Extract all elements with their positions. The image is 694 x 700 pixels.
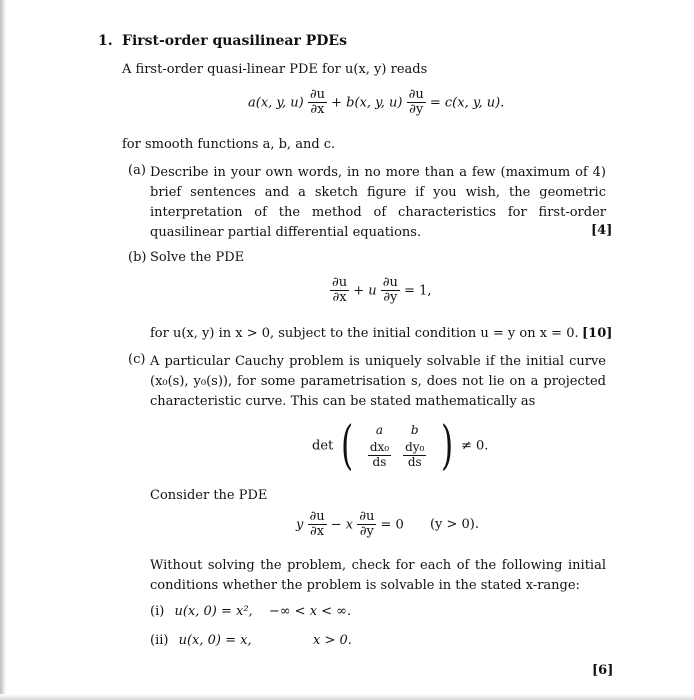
b-term: + b(x, y, u) [331,95,403,111]
smooth-functions-text: for smooth functions a, b, and c. [122,137,336,152]
item-range-ii: x > 0. [313,633,352,648]
item-condition: u(x, 0) = x, [178,633,252,648]
question-intro: A first-order quasi-linear PDE for u(x, y) reads [122,62,428,77]
scan-left-shadow [0,0,6,700]
part-a-text: Describe in your own words, in no more than a few (maximum of 4) brief sentences and a sketch figure if you wish, the geometric interpretation of the method of characteristics for first-order quasilinear partial differential equations. [150,165,606,240]
du-dx-fraction: $\frac{\partial u}{\partial x}$ [309,87,325,118]
condition-item-i [150,604,351,619]
du-dy-fraction: $\frac{\partial u}{\partial y}$ [408,87,424,118]
item-label: (i) [150,604,165,619]
part-c-label: (c) [128,352,146,367]
b-du-dy-fraction: $\frac{\partial u}{\partial y}$ [382,275,398,306]
part-c-pde: y $\frac{\partial u}{\partial x}$ − x $\frac{\partial u}{\partial y}$ = 0 (y > 0). [296,509,479,540]
b-du-dx-fraction: $\frac{\partial u}{\partial x}$ [332,275,348,306]
part-b-equation: $\frac{\partial u}{\partial x}$ + u $\frac{\partial u}{\partial y}$ = 1, [332,275,432,306]
part-a-marks: [4] [591,223,613,238]
part-b-condition: for u(x, y) in x > 0, subject to the initial condition u = y on x = 0. [150,326,579,341]
question-number: 1. [98,33,113,49]
question-title: First-order quasilinear PDEs [122,33,347,49]
item-condition: u(x, 0) = x², [174,604,253,619]
left-paren: ( [341,416,354,476]
condition-item-ii [150,633,252,648]
determinant-condition: det ( a b $\frac{\text{dx₀}}{ds}$ $\frac{\text{dy₀}}{ds}$ ) ≠ 0. [312,416,489,476]
item-range: −∞ < x < ∞. [268,604,352,619]
part-c-marks: [6] [592,663,614,678]
rhs-term: = c(x, y, u). [429,95,505,111]
c-du-dy-fraction: $\frac{\partial u}{\partial y}$ [359,509,375,540]
consider-pde-text: Consider the PDE [150,488,268,503]
part-b-marks: [10] [582,326,613,341]
scan-bottom-shadow [0,694,694,700]
part-a-label: (a) [128,163,146,178]
det-matrix [362,421,433,470]
part-b-intro: Solve the PDE [150,250,245,265]
c-du-dx-fraction: $\frac{\partial u}{\partial x}$ [309,509,325,540]
part-c-text: A particular Cauchy problem is uniquely solvable if the initial curve (x₀(s), y₀(s)), for some parametrisation s, does not lie on a projected characteristic curve. This can be stated mathematically as [150,354,606,409]
main-equation [248,88,504,118]
matrix-a: a [375,423,384,438]
without-solving-text: Without solving the problem, check for each of the following initial conditions whether the problem is solvable in the stated x-range: [150,558,606,593]
matrix-b: b [410,423,419,438]
dx0-ds-fraction: $\frac{\text{dx₀}}{ds}$ [369,440,390,469]
dy0-ds-fraction: $\frac{\text{dy₀}}{ds}$ [405,440,425,469]
part-b-label: (b) [128,250,147,265]
right-paren: ) [440,416,453,476]
a-term: a(x, y, u) [248,95,304,111]
item-label: (ii) [150,633,169,648]
